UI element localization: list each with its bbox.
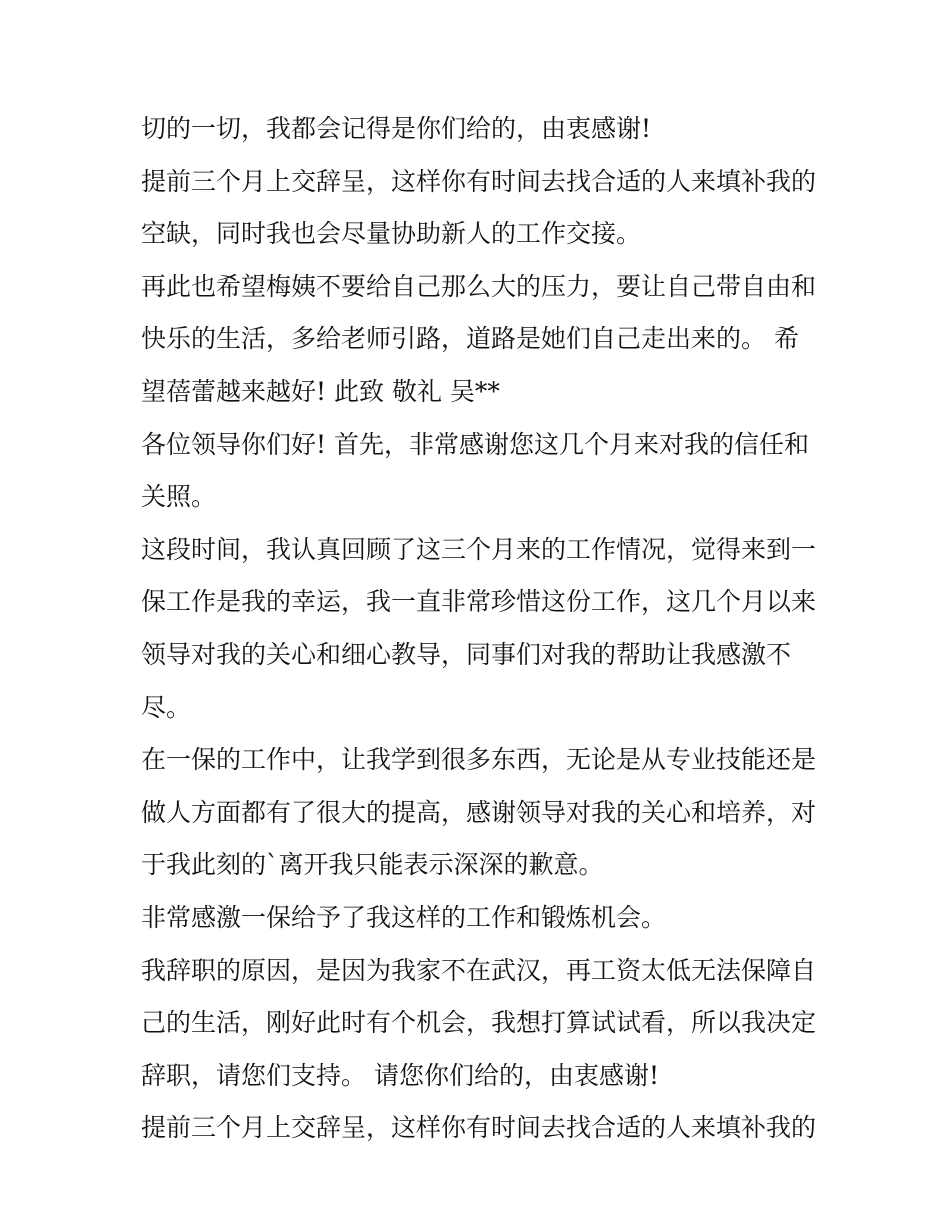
text-line: 保工作是我的幸运，我一直非常珍惜这份工作，这几个月以来: [141, 587, 817, 617]
text-line: 做人方面都有了很大的提高，感谢领导对我的关心和培养，对: [141, 797, 817, 827]
paragraph-greeting: [141, 419, 821, 524]
text-line: 快乐的生活，多给老师引路，道路是她们自己走出来的。 希: [141, 324, 799, 354]
paragraph-thanks-opportunity: [141, 892, 821, 945]
paragraph-gratitude-closing: [141, 103, 821, 156]
text-line: 各位领导你们好! 首先，非常感谢您这几个月来对我的信任和: [141, 429, 809, 459]
text-line: 提前三个月上交辞呈，这样你有时间去找合适的人来填补我的: [141, 1113, 817, 1143]
paragraph-learning: [141, 734, 821, 892]
paragraph-wishes-and-signoff: [141, 261, 821, 419]
text-line: 我辞职的原因，是因为我家不在武汉，再工资太低无法保障自: [141, 955, 817, 985]
paragraph-notice-period-repeat: [141, 1102, 821, 1155]
paragraph-reflection: [141, 524, 821, 734]
text-line: 尽。: [141, 692, 192, 722]
text-line: 再此也希望梅姨不要给自己那么大的压力，要让自己带自由和: [141, 271, 817, 301]
text-line: 于我此刻的`离开我只能表示深深的歉意。: [141, 850, 604, 880]
document-body: [141, 103, 821, 1155]
text-line: 切的一切，我都会记得是你们给的，由衷感谢!: [141, 114, 652, 143]
text-line: 空缺，同时我也会尽量协助新人的工作交接。: [141, 219, 642, 249]
text-line: 提前三个月上交辞呈，这样你有时间去找合适的人来填补我的: [141, 166, 817, 196]
text-line: 己的生活，刚好此时有个机会，我想打算试试看，所以我决定: [141, 1008, 817, 1038]
text-line: 关照。: [141, 482, 217, 512]
paragraph-notice-period: [141, 156, 821, 261]
text-line: 望蓓蕾越来越好! 此致 敬礼 吴**: [141, 376, 500, 406]
text-line: 非常感激一保给予了我这样的工作和锻炼机会。: [141, 902, 667, 932]
text-line: 这段时间，我认真回顾了这三个月来的工作情况，觉得来到一: [141, 534, 817, 564]
paragraph-resignation-reason: [141, 945, 821, 1103]
text-line: 在一保的工作中，让我学到很多东西，无论是从专业技能还是: [141, 745, 817, 775]
text-line: 辞职，请您们支持。 请您你们给的，由衷感谢!: [141, 1060, 659, 1090]
text-line: 领导对我的关心和细心教导，同事们对我的帮助让我感激不: [141, 639, 792, 669]
